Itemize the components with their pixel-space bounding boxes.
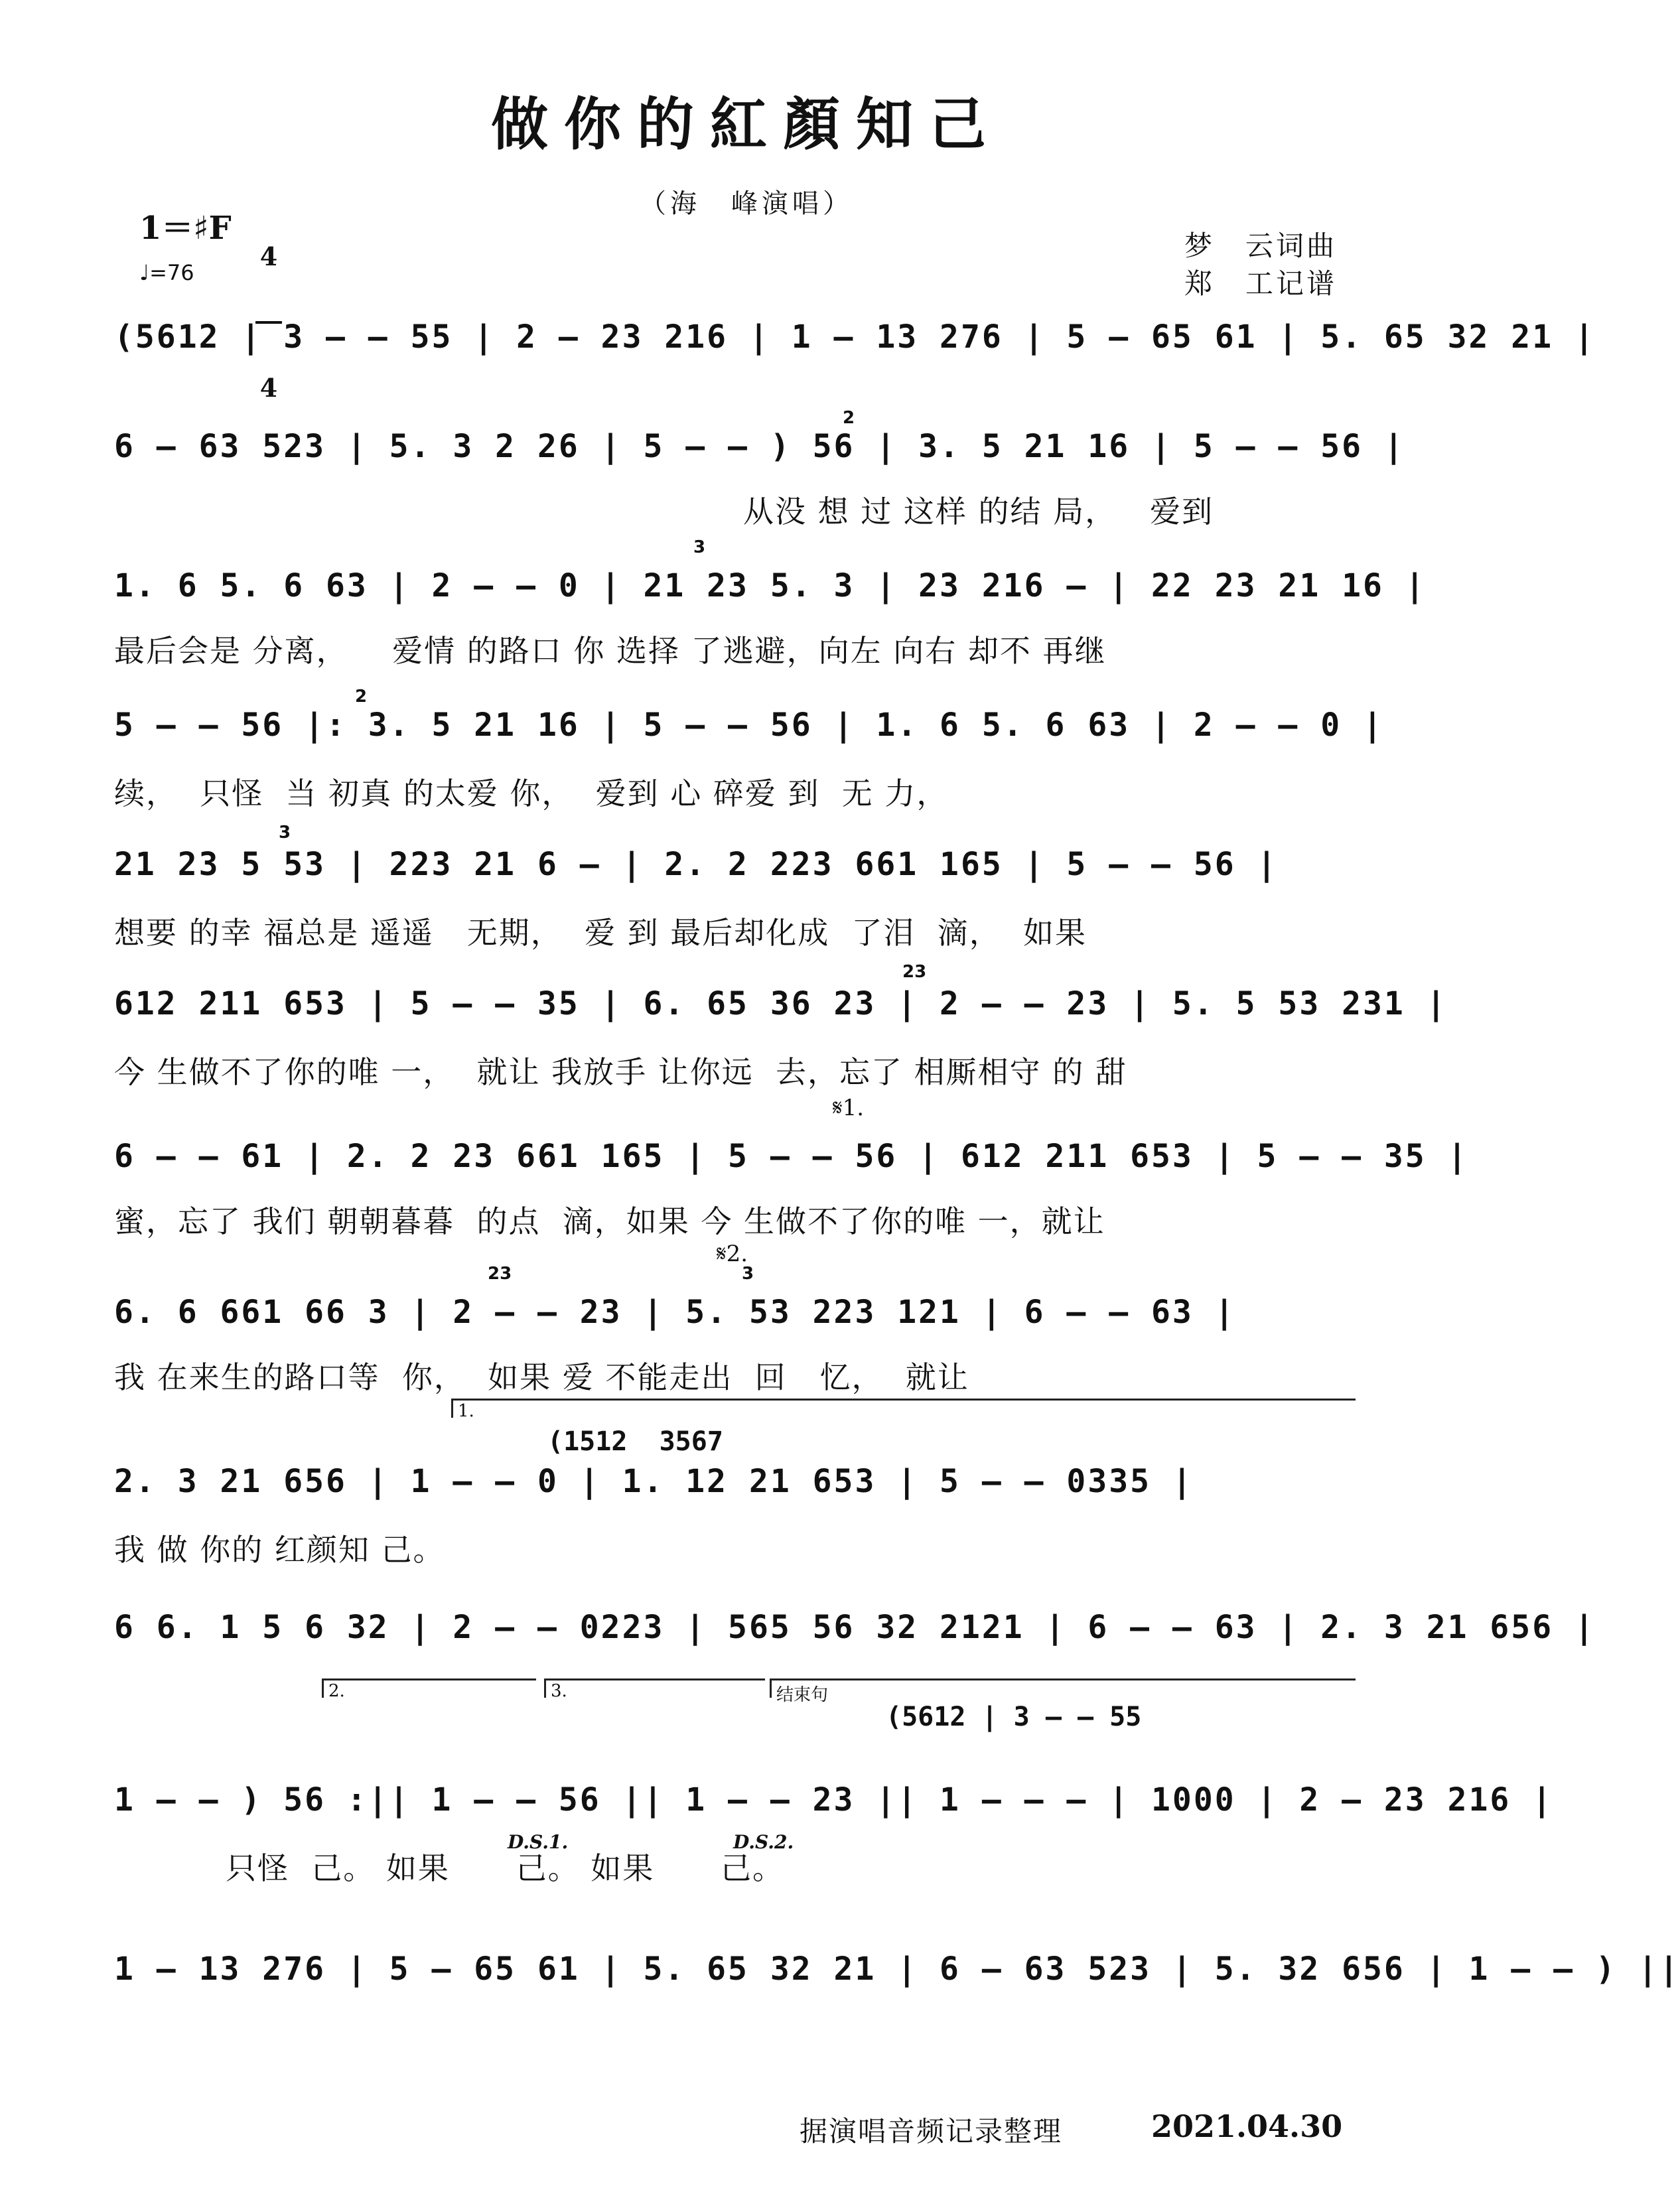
key-signature: 1＝♯F (139, 210, 232, 247)
breath-mark: 3 (693, 537, 706, 557)
music-line-10: 6 6. 1 5 6 32 | 2 – – 0223 | 565 56 32 2121 | 6 – – 63 | 2. 3 21 656 | (114, 1609, 1596, 1646)
time-signature (255, 194, 282, 426)
music-line-5: 21 23 5 53 | 223 21 6 – | 2. 2 223 661 165 | 5 – – 56 | (114, 846, 1279, 883)
music-line-8: 6. 6 661 66 3 | 2 – – 23 | 5. 53 223 121 | 6 – – 63 | (114, 1294, 1236, 1331)
music-line-7: 6 – – 61 | 2. 2 23 661 165 | 5 – – 56 | 612 211 653 | 5 – – 35 | (114, 1138, 1469, 1175)
lyric-line-5: 想要 的幸 福总是 遥遥 无期， 爱 到 最后却化成 了泪 滴， 如果 (114, 915, 1087, 951)
tempo-mark: ♩=76 (139, 260, 194, 285)
volta-bracket-3 (544, 1678, 765, 1698)
page-title: 做你的紅顏知己 (491, 92, 1002, 158)
footer-note: 据演唱音频记录整理 (800, 2115, 1063, 2148)
music-line-4: 5 – – 56 |: 3. 5 21 16 | 5 – – 56 | 1. 6 5. 6 63 | 2 – – 0 | (114, 707, 1384, 744)
volta-bracket-2 (322, 1678, 536, 1698)
lyric-line-3: 最后会是 分离， 爱情 的路口 你 选择 了逃避，向左 向右 却不 再继 (114, 633, 1107, 669)
ds1-mark: D.S.1. (508, 1831, 569, 1853)
lyric-line-2: 从没 想 过 这样 的结 局， 爱到 (743, 494, 1214, 529)
lyricist-composer-credit: 梦 云词曲 (1184, 230, 1338, 262)
volta-label-1: 1. (458, 1401, 474, 1421)
ending-small-notes: (5612 | 3 – – 55 (886, 1702, 1142, 1732)
music-line-2: 6 – 63 523 | 5. 3 2 26 | 5 – – ) 56 | 3. 5 21 16 | 5 – – 56 | (114, 428, 1405, 465)
breath-mark: 2 (355, 687, 368, 707)
volta-label-ending: 结束句 (776, 1685, 829, 1705)
music-line-12: 1 – 13 276 | 5 – 65 61 | 5. 65 32 21 | 6 – 63 523 | 5. 32 656 | 1 – – ) || (114, 1951, 1680, 1988)
breath-mark: 2 (843, 408, 855, 428)
singer-credit: （海 峰演唱） (640, 188, 853, 219)
segno-mark-2: 𝄋2. (717, 1241, 748, 1267)
footer-date: 2021.04.30 (1151, 2108, 1343, 2144)
breath-mark: 3 (279, 823, 291, 843)
breath-mark: 23 (488, 1264, 512, 1284)
lyric-line-6: 今 生做不了你的唯 一， 就让 我放手 让你远 去，忘了 相厮相守 的 甜 (114, 1054, 1127, 1090)
music-line-11: 1 – – ) 56 :|| 1 – – 56 || 1 – – 23 || 1 – – – | 1000 | 2 – 23 216 | (114, 1781, 1554, 1818)
intro-small-notes: (1512 3567 (547, 1426, 723, 1457)
volta-label-3: 3. (551, 1681, 567, 1701)
breath-mark: 3 (742, 1264, 754, 1284)
meter-top: 4 (259, 241, 278, 271)
music-line-9: 2. 3 21 656 | 1 – – 0 | 1. 12 21 653 | 5 – – 0335 | (114, 1463, 1194, 1500)
breath-mark: 23 (902, 962, 927, 982)
segno-mark-1: 𝄋1. (833, 1095, 865, 1121)
music-line-6: 612 211 653 | 5 – – 35 | 6. 65 36 23 | 2 – – 23 | 5. 5 53 231 | (114, 985, 1448, 1022)
music-line-3: 1. 6 5. 6 63 | 2 – – 0 | 21 23 5. 3 | 23 216 – | 22 23 21 16 | (114, 567, 1427, 604)
lyric-line-7: 蜜，忘了 我们 朝朝暮暮 的点 滴，如果 今 生做不了你的唯 一，就让 (114, 1203, 1105, 1239)
notation-credit: 郑 工记谱 (1184, 267, 1338, 300)
lyric-line-8: 我 在来生的路口等 你， 如果 爱 不能走出 回 忆， 就让 (114, 1359, 969, 1395)
meter-bottom: 4 (259, 373, 278, 403)
lyric-line-9: 我 做 你的 红颜知 己。 (114, 1532, 445, 1568)
ds2-mark: D.S.2. (733, 1831, 794, 1853)
volta-bracket-1 (451, 1399, 1356, 1418)
music-line-1: (5612 | 3 – – 55 | 2 – 23 216 | 1 – 13 276 | 5 – 65 61 | 5. 65 32 21 | (114, 318, 1596, 356)
volta-bracket-ending (770, 1678, 1356, 1698)
volta-label-2: 2. (328, 1681, 345, 1701)
lyric-line-11: 只怪 己。 如果 己。 如果 己。 (226, 1850, 784, 1886)
lyric-line-4: 续， 只怪 当 初真 的太爱 你， 爱到 心 碎爱 到 无 力， (114, 776, 949, 811)
